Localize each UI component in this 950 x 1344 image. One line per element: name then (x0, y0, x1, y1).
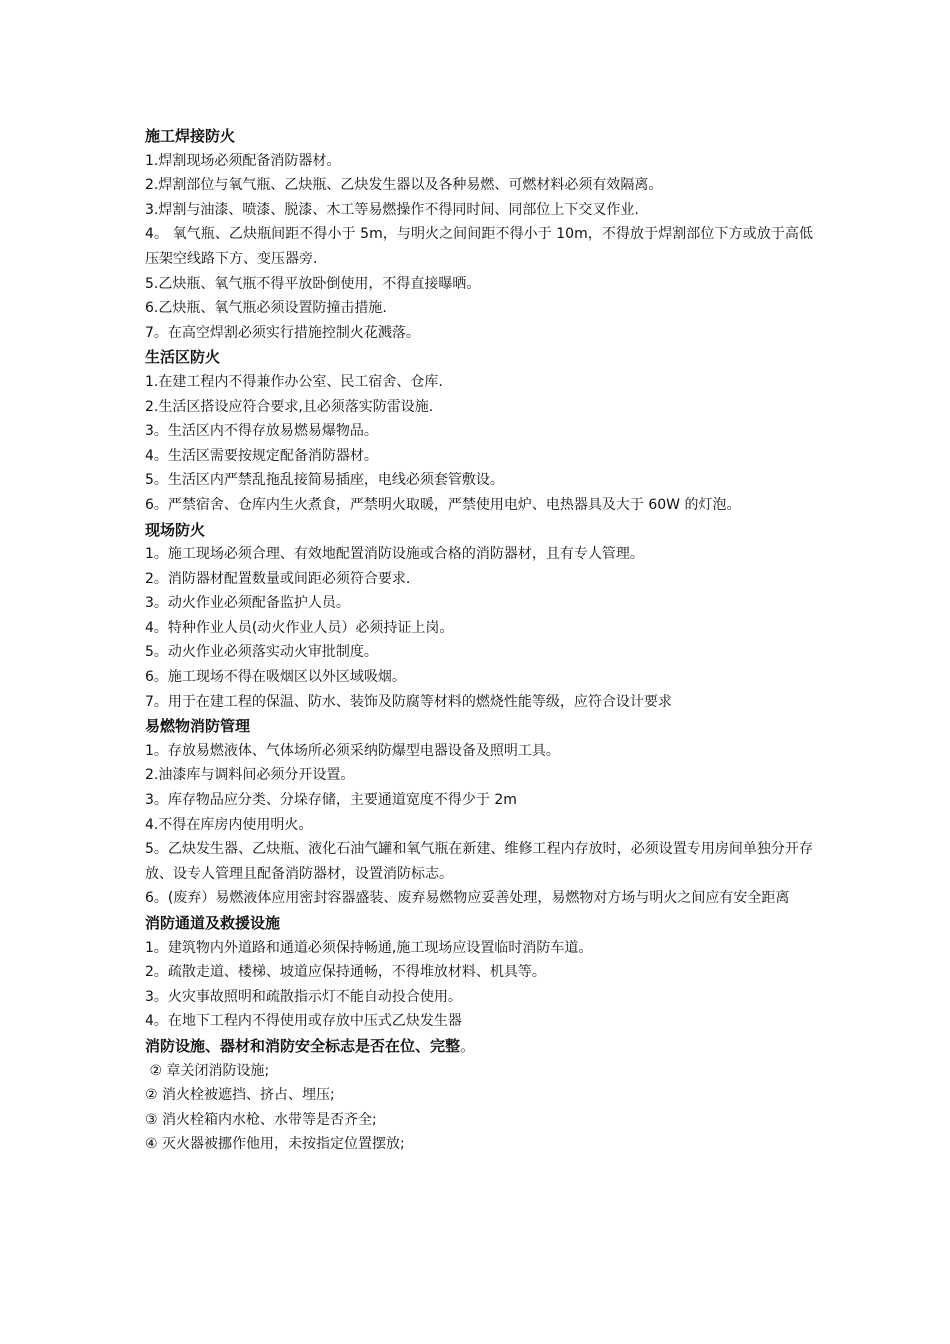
list-item: ③ 消火栓箱内水枪、水带等是否齐全; (145, 1111, 377, 1128)
list-item: 4。在地下工程内不得使用或存放中压式乙炔发生器 (145, 1013, 462, 1030)
section-title-welding: 施工焊接防火 (145, 127, 236, 145)
list-item: 2.生活区搭设应符合要求,且必须落实防雷设施. (145, 398, 434, 415)
list-item: 3。库存物品应分类、分垛存储，主要通道宽度不得少于 2m (145, 792, 517, 809)
list-item: 7。用于在建工程的保温、防水、装饰及防腐等材料的燃烧性能等级，应符合设计要求 (145, 693, 672, 710)
list-item: 3。动火作业必须配备监护人员。 (145, 595, 350, 612)
list-item: 5.乙炔瓶、氧气瓶不得平放卧倒使用，不得直接曝晒。 (145, 275, 481, 292)
section-title-living-area: 生活区防火 (145, 348, 221, 367)
list-item: 7。在高空焊割必须实行措施控制火花溅落。 (145, 324, 420, 341)
list-item: 1。存放易燃液体、气体场所必须采纳防爆型电器设备及照明工具。 (145, 742, 560, 759)
list-item: 4。生活区需要按规定配备消防器材。 (145, 447, 378, 464)
list-item: 2.油漆库与调料间必须分开设置。 (145, 767, 355, 784)
list-item: 4。特种作业人员(动火作业人员）必须持证上岗。 (145, 619, 454, 636)
section-title-flammables: 易燃物消防管理 (145, 717, 251, 736)
list-item: 1。施工现场必须合理、有效地配置消防设施或合格的消防器材，且有专人管理。 (145, 546, 644, 563)
list-item: 3。火灾事故照明和疏散指示灯不能自动投合使用。 (145, 988, 462, 1005)
list-item: 5。生活区内严禁乱拖乱接简易插座，电线必须套管敷设。 (145, 472, 504, 489)
list-item: 6。(废弃）易燃液体应用密封容器盛装、废弃易燃物应妥善处理，易燃物对方场与明火之间应有安全距离 (145, 890, 790, 907)
list-item: ② 消火栓被遮挡、挤占、埋压; (145, 1087, 335, 1104)
section-title-site: 现场防火 (145, 520, 206, 539)
list-item: 5。动火作业必须落实动火审批制度。 (145, 644, 378, 661)
section-title-text: 消防设施、器材和消防安全标志是否在位、完整 (145, 1036, 461, 1055)
list-item: 3.焊割与油漆、喷漆、脱漆、木工等易燃操作不得同时间、同部位上下交叉作业. (145, 201, 639, 218)
list-item: ② 章关闭消防设施; (145, 1062, 270, 1079)
list-item: ④ 灭火器被挪作他用，未按指定位置摆放; (145, 1136, 405, 1153)
list-item: 6。严禁宿舍、仓库内生火煮食，严禁明火取暖，严禁使用电炉、电热器具及大于 60W 的灯泡。 (145, 496, 741, 513)
list-item: 4。 氧气瓶、乙炔瓶间距不得小于 5m，与明火之间间距不得小于 10m，不得放于焊割部位下方或放于高低压架空线路下方、变压器旁. (145, 226, 813, 267)
list-item: 6。施工现场不得在吸烟区以外区域吸烟。 (145, 669, 406, 686)
section-title-fire-access: 消防通道及救援设施 (145, 914, 281, 932)
list-item: 5。乙炔发生器、乙炔瓶、液化石油气罐和氧气瓶在新建、维修工程内存放时，必须设置专用房间单独分开存放、设专人管理且配备消防器材，设置消防标志。 (145, 841, 813, 882)
list-item: 1。建筑物内外道路和通道必须保持畅通,施工现场应设置临时消防车道。 (145, 939, 593, 956)
document-page (145, 124, 813, 1157)
list-item: 6.乙炔瓶、氧气瓶必须设置防撞击措施. (145, 300, 387, 317)
list-item: 3。生活区内不得存放易燃易爆物品。 (145, 423, 378, 440)
section-title-suffix: 。 (460, 1036, 476, 1055)
list-item: 2.焊割部位与氧气瓶、乙炔瓶、乙炔发生器以及各种易燃、可燃材料必须有效隔离。 (145, 177, 663, 194)
list-item: 2。疏散走道、楼梯、坡道应保持通畅，不得堆放材料、机具等。 (145, 964, 546, 981)
list-item: 1.焊割现场必须配备消防器材。 (145, 152, 341, 169)
list-item: 2。消防器材配置数量或间距必须符合要求. (145, 570, 411, 587)
section-title-fire-equipment (145, 1034, 813, 1059)
list-item: 4.不得在库房内使用明火。 (145, 816, 313, 833)
list-item: 1.在建工程内不得兼作办公室、民工宿舍、仓库. (145, 373, 443, 390)
